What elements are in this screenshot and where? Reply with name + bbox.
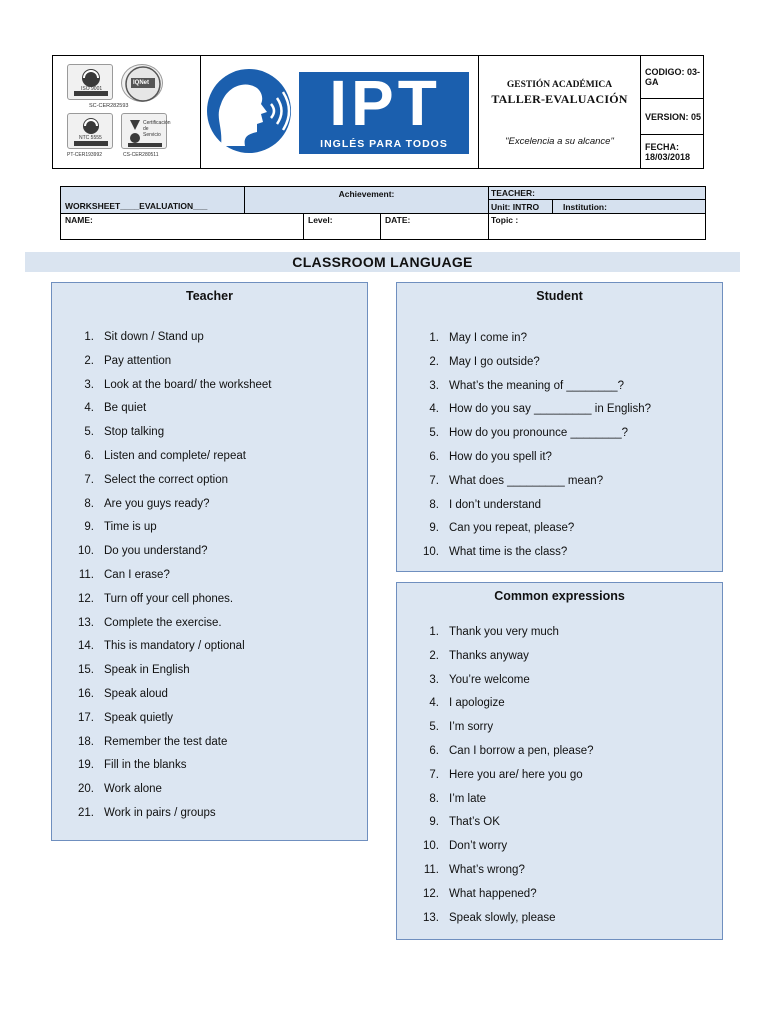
list-item [72, 543, 362, 567]
list-item-number: 6. [429, 744, 439, 757]
list-item [72, 686, 362, 710]
list-item-number: 6. [84, 449, 94, 462]
list-item [72, 353, 362, 377]
topic-cell[interactable] [489, 214, 705, 239]
list-item-number: 10. [78, 545, 94, 558]
list-item-text: Fill in the blanks [104, 759, 187, 772]
teacher-phrase-list [72, 329, 362, 829]
teacher-phrases-box [51, 282, 368, 841]
list-item-number: 7. [429, 768, 439, 781]
list-item-number: 6. [429, 450, 439, 463]
list-item-text: Select the correct option [104, 473, 229, 486]
common-expressions-box [396, 582, 723, 940]
list-item-text: That’s OK [449, 816, 500, 829]
taller-evaluacion-label: TALLER-EVALUACIÓN [491, 92, 628, 106]
codigo-field: CODIGO: 03-GA [641, 56, 703, 99]
common-expressions-list [417, 624, 717, 933]
title-cell [479, 56, 641, 168]
version-field: VERSION: 05 [641, 99, 703, 135]
list-item-text: Can you repeat, please? [449, 522, 575, 535]
list-item-text: Sit down / Stand up [104, 331, 204, 343]
list-item [417, 814, 717, 838]
list-item [72, 805, 362, 829]
list-item-text: Don’t worry [449, 840, 508, 853]
list-item-text: May I come in? [449, 332, 527, 344]
list-item-number: 21. [78, 806, 94, 819]
list-item-number: 20. [78, 783, 94, 796]
list-item-text: May I go outside? [449, 355, 540, 368]
list-item-text: Do you understand? [104, 545, 208, 558]
list-item-number: 12. [78, 592, 94, 605]
list-item-number: 12. [423, 887, 439, 900]
list-item-text: Look at the board/ the worksheet [104, 378, 272, 391]
list-item-number: 2. [84, 354, 94, 367]
service-certification-seal-icon: Certificación de Servicio [121, 113, 167, 149]
list-item [417, 330, 717, 354]
list-item [72, 710, 362, 734]
list-item [417, 862, 717, 886]
list-item [417, 719, 717, 743]
list-item-number: 10. [423, 840, 439, 853]
list-item-text: Can I erase? [104, 568, 170, 581]
list-item-number: 1. [429, 626, 439, 638]
list-item-text: You’re welcome [449, 673, 530, 686]
topic-label: Topic : [491, 215, 519, 225]
list-item [72, 638, 362, 662]
document-header [52, 55, 704, 169]
unit-cell [489, 200, 705, 214]
list-item-number: 9. [84, 521, 94, 534]
list-item-number: 4. [429, 697, 439, 710]
list-item-text: I don’t understand [449, 498, 542, 511]
list-item-text: How do you spell it? [449, 450, 552, 463]
list-item-text: Are you guys ready? [104, 497, 210, 510]
level-cell[interactable] [304, 214, 381, 239]
teacher-box-title: Teacher [185, 289, 233, 303]
list-item [72, 734, 362, 758]
common-box-title: Common expressions [494, 589, 625, 603]
list-item-number: 18. [78, 735, 94, 748]
teacher-label: TEACHER: [491, 188, 535, 198]
list-item-text: What happened? [449, 887, 537, 900]
list-item-number: 7. [429, 474, 439, 487]
list-item-number: 2. [429, 649, 439, 662]
achievement-cell [245, 187, 489, 214]
list-item [72, 377, 362, 401]
list-item-number: 11. [423, 863, 439, 876]
logo-wordmark: IPT [329, 67, 441, 139]
list-item-text: Speak slowly, please [449, 911, 556, 924]
list-item [72, 757, 362, 781]
ipt-logo [201, 56, 479, 168]
list-item-text: I apologize [449, 697, 505, 710]
fecha-field: FECHA: 18/03/2018 [645, 142, 691, 162]
list-item-text: Thank you very much [449, 626, 559, 638]
list-item [417, 473, 717, 497]
list-item-text: What’s wrong? [449, 863, 525, 876]
title-band [25, 252, 740, 272]
list-item-text: Speak aloud [104, 687, 168, 700]
list-item [417, 886, 717, 910]
list-item [72, 472, 362, 496]
list-item-text: Turn off your cell phones. [104, 592, 234, 605]
list-item [417, 838, 717, 862]
list-item-number: 16. [78, 687, 94, 700]
list-item [72, 781, 362, 805]
list-item [72, 567, 362, 591]
student-phrase-list [417, 330, 717, 568]
list-item [417, 695, 717, 719]
list-item [72, 496, 362, 520]
list-item-text: Speak quietly [104, 711, 174, 724]
list-item-number: 4. [84, 402, 94, 415]
list-item-number: 15. [78, 664, 94, 677]
list-item [417, 401, 717, 425]
name-cell[interactable] [61, 214, 304, 239]
list-item-text: Complete the exercise. [104, 616, 222, 629]
list-item-number: 8. [429, 792, 439, 805]
list-item [417, 544, 717, 568]
list-item-text: How do you say _________ in English? [449, 403, 652, 416]
list-item [72, 591, 362, 615]
list-item-number: 4. [429, 403, 439, 416]
unit-divider [552, 200, 553, 213]
list-item-number: 8. [429, 498, 439, 511]
list-item [72, 519, 362, 543]
list-item-number: 14. [78, 640, 94, 653]
list-item-text: Speak in English [104, 664, 190, 677]
list-item-number: 3. [429, 673, 439, 686]
gestion-academica-label: GESTIÓN ACADÉMICA [506, 80, 613, 90]
list-item-number: 5. [84, 426, 94, 439]
list-item [417, 672, 717, 696]
list-item [417, 624, 717, 648]
list-item-text: Be quiet [104, 402, 147, 415]
list-item [417, 791, 717, 815]
list-item-number: 8. [84, 497, 94, 510]
page-title: CLASSROOM LANGUAGE [292, 254, 473, 270]
list-item-text: Here you are/ here you go [449, 768, 583, 781]
list-item-text: Time is up [104, 521, 157, 534]
list-item-number: 11. [78, 568, 94, 581]
list-item-text: Listen and complete/ repeat [104, 449, 246, 462]
list-item-text: What does _________ mean? [449, 474, 604, 487]
list-item-text: This is mandatory / optional [104, 640, 245, 653]
list-item-number: 10. [423, 546, 439, 559]
worksheet-evaluation-label: WORKSHEET____EVALUATION___ [65, 201, 208, 211]
teacher-cell [489, 187, 705, 200]
list-item-number: 3. [84, 378, 94, 391]
institution-label: Institution: [563, 202, 607, 212]
list-item [417, 743, 717, 767]
iso-9001-seal-icon: ISO 9001 [67, 64, 113, 100]
achievement-label: Achievement: [338, 189, 395, 199]
list-item-text: Work alone [104, 783, 162, 796]
ntc-5555-seal-icon: NTC 5555 [67, 113, 113, 149]
list-item-text: Can I borrow a pen, please? [449, 744, 594, 757]
list-item-text: Thanks anyway [449, 649, 529, 662]
list-item-text: How do you pronounce ________? [449, 427, 629, 440]
list-item-text: What’s the meaning of ________? [449, 379, 624, 392]
list-item-number: 3. [429, 379, 439, 392]
list-item-text: I’m late [449, 792, 487, 805]
list-item-text: Pay attention [104, 354, 172, 367]
logo-subtitle: INGLÉS PARA TODOS [320, 138, 448, 150]
list-item-number: 1. [84, 331, 94, 343]
list-item [417, 425, 717, 449]
list-item-number: 1. [429, 332, 439, 344]
list-item [72, 448, 362, 472]
student-info-table [60, 186, 706, 240]
list-item [417, 497, 717, 521]
list-item-number: 13. [78, 616, 94, 629]
list-item-text: Work in pairs / groups [104, 806, 216, 819]
list-item [417, 767, 717, 791]
worksheet-cell [61, 187, 245, 214]
list-item-number: 7. [84, 473, 94, 486]
name-label: NAME: [65, 215, 93, 225]
student-phrases-box [396, 282, 723, 572]
list-item [417, 520, 717, 544]
list-item-number: 5. [429, 427, 439, 440]
list-item-text: What time is the class? [449, 546, 568, 559]
list-item [417, 648, 717, 672]
iqnet-seal-icon: IQNet [121, 64, 163, 102]
list-item [72, 424, 362, 448]
list-item [417, 354, 717, 378]
motto: "Excelencia a su alcance" [505, 136, 614, 147]
list-item-number: 9. [429, 522, 439, 535]
unit-label: Unit: INTRO [491, 202, 540, 212]
list-item-number: 9. [429, 816, 439, 829]
list-item [417, 378, 717, 402]
list-item [72, 329, 362, 353]
list-item-text: Remember the test date [104, 735, 228, 748]
list-item [72, 400, 362, 424]
list-item [417, 910, 717, 934]
date-cell[interactable] [381, 214, 489, 239]
list-item [72, 662, 362, 686]
list-item-text: Stop talking [104, 426, 165, 439]
certification-logos: ISO 9001 IQNet SC-CER282593 NTC 5555 Certificación de Servicio PT-CER193992 CS-CER280511 [53, 56, 201, 168]
level-label: Level: [308, 215, 333, 225]
list-item-number: 17. [78, 711, 94, 724]
date-label: DATE: [385, 215, 411, 225]
list-item [417, 449, 717, 473]
list-item-number: 2. [429, 355, 439, 368]
list-item [72, 615, 362, 639]
list-item-number: 13. [423, 911, 439, 924]
document-codes [641, 56, 703, 168]
student-box-title: Student [536, 289, 583, 303]
list-item-text: I’m sorry [449, 721, 494, 734]
list-item-number: 5. [429, 721, 439, 734]
list-item-number: 19. [78, 759, 94, 772]
